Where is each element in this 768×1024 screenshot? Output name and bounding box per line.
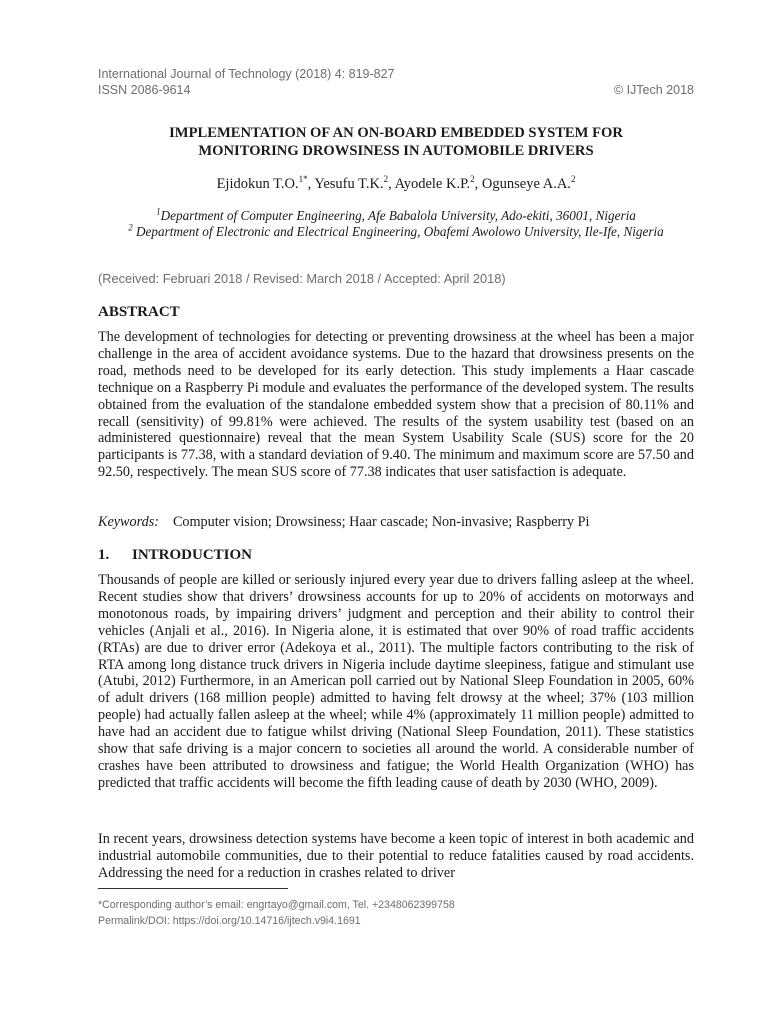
introduction-paragraph-1: Thousands of people are killed or seriously injured every year due to drivers falling asleep at the wheel. Recent studies show that drivers’ drowsiness accounts for up to 20% of accidents on motorways and monotonous roads, by impairing drivers’ judgment and perception and their ability to control their vehicles (Anjali et al., 2016). In Nigeria alone, it is estimated that over 90% of road traffic accidents (RTAs) are due to driver error (Adekoya et al., 2011). The multiple factors contributing to the risk of RTA among long distance truck drivers in Nigeria include daytime sleepiness, fatigue and stimulant use (Atubi, 2012) Furthermore, in an American poll carried out by National Sleep Foundation in 2005, 60% of adult drivers (168 million people) admitted to having felt drowsy at the wheel; 37% (103 million people) had actually fallen asleep at the wheel; while 4% (approximately 11 million people) admitted to have had an accident due to fatigue whilst driving (National Sleep Foundation, 2011). These statistics show that safe driving is a major concern to societies all around the world. A considerable number of crashes have been attributed to drowsiness and fatigue; the World Health Organization (WHO) has predicted that traffic accidents will become the fifth leading cause of death by 2030 (WHO, 2009).: [98, 572, 694, 791]
abstract-heading: ABSTRACT: [98, 304, 180, 320]
submission-dates: (Received: Februari 2018 / Revised: March 2018 / Accepted: April 2018): [98, 271, 506, 286]
doi-footnote[interactable]: Permalink/DOI: https://doi.org/10.14716/ijtech.v9i4.1691: [98, 915, 361, 927]
author: Ayodele K.P.$^2$,: [394, 174, 482, 192]
affiliation-1: $^1$Department of Computer Engineering, Afe Babalola University, Ado-ekiti, 36001, Nigeria: [156, 206, 636, 223]
author: Yesufu T.K.$^2$,: [314, 174, 395, 192]
introduction-paragraph-2: In recent years, drowsiness detection systems have become a keen topic of interest in both academic and industrial automobile communities, due to their potential to reduce fatalities caused by road accidents. Addressing the need for a reduction in crashes related to driver: [98, 831, 694, 881]
affiliations: [98, 208, 694, 240]
journal-citation: International Journal of Technology (2018) 4: 819-827: [98, 67, 395, 81]
journal-header: [98, 66, 694, 98]
footnotes: [98, 897, 455, 929]
copyright: © IJTech 2018: [613, 83, 694, 97]
author-list: [98, 176, 694, 193]
author: Ogunseye A.A.$^2$: [481, 174, 576, 192]
keywords: [98, 514, 589, 531]
introduction-heading: [98, 547, 252, 564]
abstract-text: The development of technologies for detecting or preventing drowsiness at the wheel has been a major challenge in the area of accident avoidance systems. Due to the hazard that drowsiness presents on the road, methods need to be developed for its early detection. This study implements a Haar cascade technique on a Raspberry Pi module and evaluates the performance of the developed system. The results obtained from the evaluation of the standalone embedded system show that a precision of 80.11% and recall (sensitivity) of 99.81% were achieved. The results of the system usability test (based on an administered questionnaire) reveal that the mean System Usability Scale (SUS) score for the 20 participants is 77.38, with a standard deviation of 9.40. The minimum and maximum score are 57.50 and 92.50, respectively. The mean SUS score of 77.38 indicates that user satisfaction is adequate.: [98, 329, 694, 481]
section-number: 1.: [98, 547, 110, 563]
corresponding-author-footnote: *Corresponding author’s email: engrtayo@gmail.com, Tel. +2348062399758: [98, 899, 455, 911]
title-line-1: IMPLEMENTATION OF AN ON-BOARD EMBEDDED SYSTEM FOR: [169, 125, 623, 141]
keywords-text: Computer vision; Drowsiness; Haar cascade; Non-invasive; Raspberry Pi: [172, 514, 590, 530]
issn: ISSN 2086-9614: [98, 83, 191, 97]
title-line-2: MONITORING DROWSINESS IN AUTOMOBILE DRIVERS: [198, 143, 594, 159]
section-title: INTRODUCTION: [132, 547, 253, 563]
paper-title: [98, 124, 694, 160]
author: Ejidokun T.O.$^{1*}$,: [216, 174, 315, 192]
footnote-divider: [98, 888, 288, 889]
affiliation-2: $^2$ Department of Electronic and Electrical Engineering, Obafemi Awolowo University, Ile-Ife, Nigeria: [128, 222, 664, 239]
keywords-label: Keywords:: [98, 514, 159, 530]
